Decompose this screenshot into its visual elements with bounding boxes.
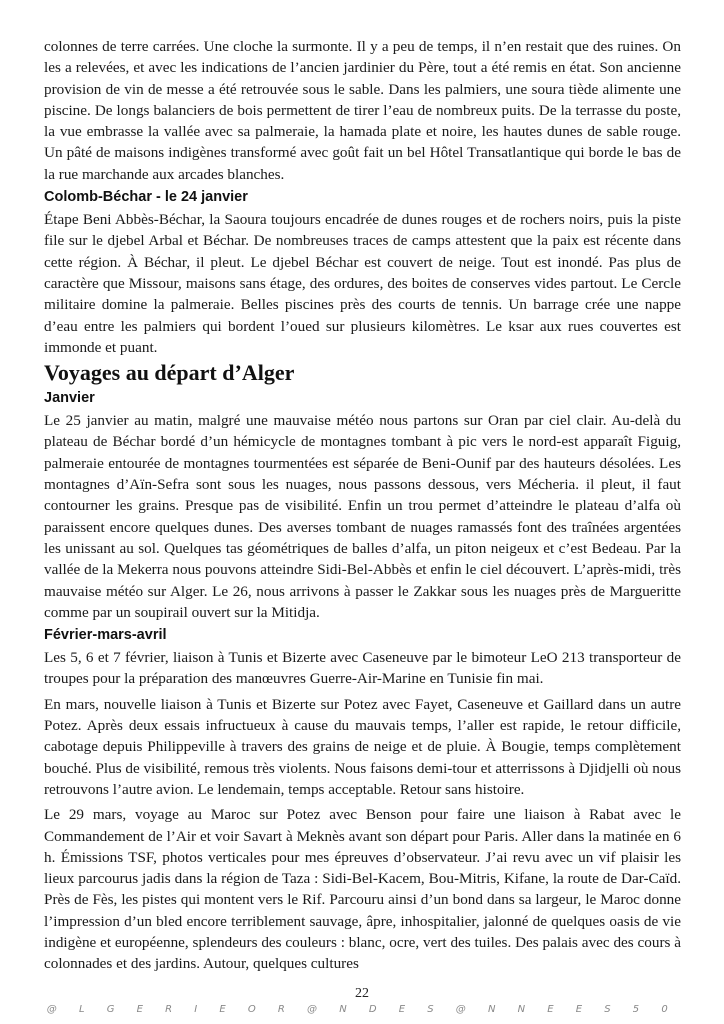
colomb-bechar-heading: Colomb-Béchar - le 24 janvier bbox=[44, 189, 248, 206]
fevrier-paragraph-1: Les 5, 6 et 7 février, liaison à Tunis et Bizerte avec Caseneuve par le bimoteur LeO 213 transporteur de troupes pour la préparation des manœuvres Guerre-Air-Marine en Tunisie fin mai. bbox=[44, 649, 681, 688]
janvier-heading: Janvier bbox=[44, 390, 95, 407]
section-title: Voyages au départ d’Alger bbox=[44, 360, 295, 386]
page-number: 22 bbox=[355, 986, 369, 1001]
footer-caption: @ L G E R I E O R @ N D E S @ N N E E S 5 0 bbox=[46, 1004, 678, 1015]
fevrier-heading: Février-mars-avril bbox=[44, 627, 167, 644]
janvier-paragraph: Le 25 janvier au matin, malgré une mauvaise météo nous partons sur Oran par ciel clair. Au-delà du plateau de Béchar bordé d’un hémicycle de montagnes tombant à pic vers le nord-est apparaît Figuig, palmeraie entourée de montagnes tourmentées est séparée de Beni-Ounif par des hauteurs désolées. Les montagnes d’Aïn-Sefra sont sous les nuages, nous passons dessous, vers Mécheria. il pleut, il faut contourner les grains. Presque pas de visibilité. Enfin un trou permet d’atteindre le plateau d’alfa où paraissent encore quelques dunes. Des averses tombant de nuages ramassés font des traînées argentées les unissant au sol. Quelques tas géométriques de balles d’alfa, un piton neigeux et c’est Bedeau. Par la vallée de la Mekerra nous pouvons atteindre Sidi-Bel-Abbès et enfin le ciel découvert. L’après-midi, très mauvaise météo sur Alger. Le 26, nous arrivons à passer le Zakkar sous les nuages près de Margueritte comme par un soupirail ouvert sur la Mitidja. bbox=[44, 412, 681, 621]
colomb-bechar-paragraph: Étape Beni Abbès-Béchar, la Saoura toujours encadrée de dunes rouges et de rochers noirs, puis la piste file sur le djebel Arbal et Béchar. De nombreuses traces de camps attestent que la paix est récente dans cette région. À Béchar, il pleut. Le djebel Béchar est couvert de neige. Tout est inondé. Pas plus de caractère que Missour, maisons sans étage, des ordures, des boites de conserves vides partout. Le Cercle militaire domine la palmeraie. Belles piscines près des courts de tennis. Un barrage crée une nappe d’eau entre les palmiers qui bordent l’oued sur plusieurs kilomètres. Le ksar aux rues couvertes est immonde et puant. bbox=[44, 211, 681, 356]
page-body bbox=[44, 36, 681, 975]
fevrier-paragraph-3: Le 29 mars, voyage au Maroc sur Potez avec Benson pour faire une liaison à Rabat avec le Commandement de l’Air et voir Savart à Meknès avant son départ pour Paris. Aller dans la matinée en 6 h. Émissions TSF, photos verticales pour mes épreuves d’observateur. J’ai revu avec un vif plaisir les lieux parcourus jadis dans la région de Taza : Sidi-Bel-Kacem, Bou-Mitris, Kifane, la route de Dar-Caïd. Près de Fès, les pistes qui montent vers le Rif. Parcouru ainsi d’un bond dans sa largeur, le Maroc donne l’impression d’un bled encore terriblement sauvage, âpre, inhospitalier, jalonné de quelques oasis de vie indigène et européenne, splendeurs des couleurs : blanc, ocre, vert des tuiles. Des palais avec des cours à colonnades et des jardins. Autour, quelques cultures bbox=[44, 806, 681, 973]
fevrier-paragraph-2: En mars, nouvelle liaison à Tunis et Bizerte sur Potez avec Fayet, Caseneuve et Gaillard dans un autre Potez. Après deux essais infructueux à cause du mauvais temps, l’aller est rapide, le retour difficile, cabotage depuis Philippeville à travers des grains de neige et de pluie. À Bougie, temps complètement bouché. Plus de visibilité, remous très violents. Nous faisons demi-tour et atterrissons à Djidjelli où nous retrouvons l’autre avion. Le lendemain, temps acceptable. Retour sans histoire. bbox=[44, 695, 681, 798]
intro-paragraph: colonnes de terre carrées. Une cloche la surmonte. Il y a peu de temps, il n’en restait que des ruines. On les a relevées, et avec les indications de l’ancien jardinier du Père, tout a été remis en état. Son ancienne provision de vin de messe a été retrouvée sous le sable. Dans les palmiers, une soura tiède alimente une piscine. De longs balanciers de bois permettent de tirer l’eau de nombreux puits. De la terrasse du poste, la vue embrasse la vallée avec sa palmeraie, la hamada plate et noire, les hautes dunes de sable rouge. Un pâté de maisons indigènes transformé avec goût fait un bel Hôtel Transatlantique qui borde le bas de la rue marchande aux arcades blanches. bbox=[44, 38, 681, 183]
